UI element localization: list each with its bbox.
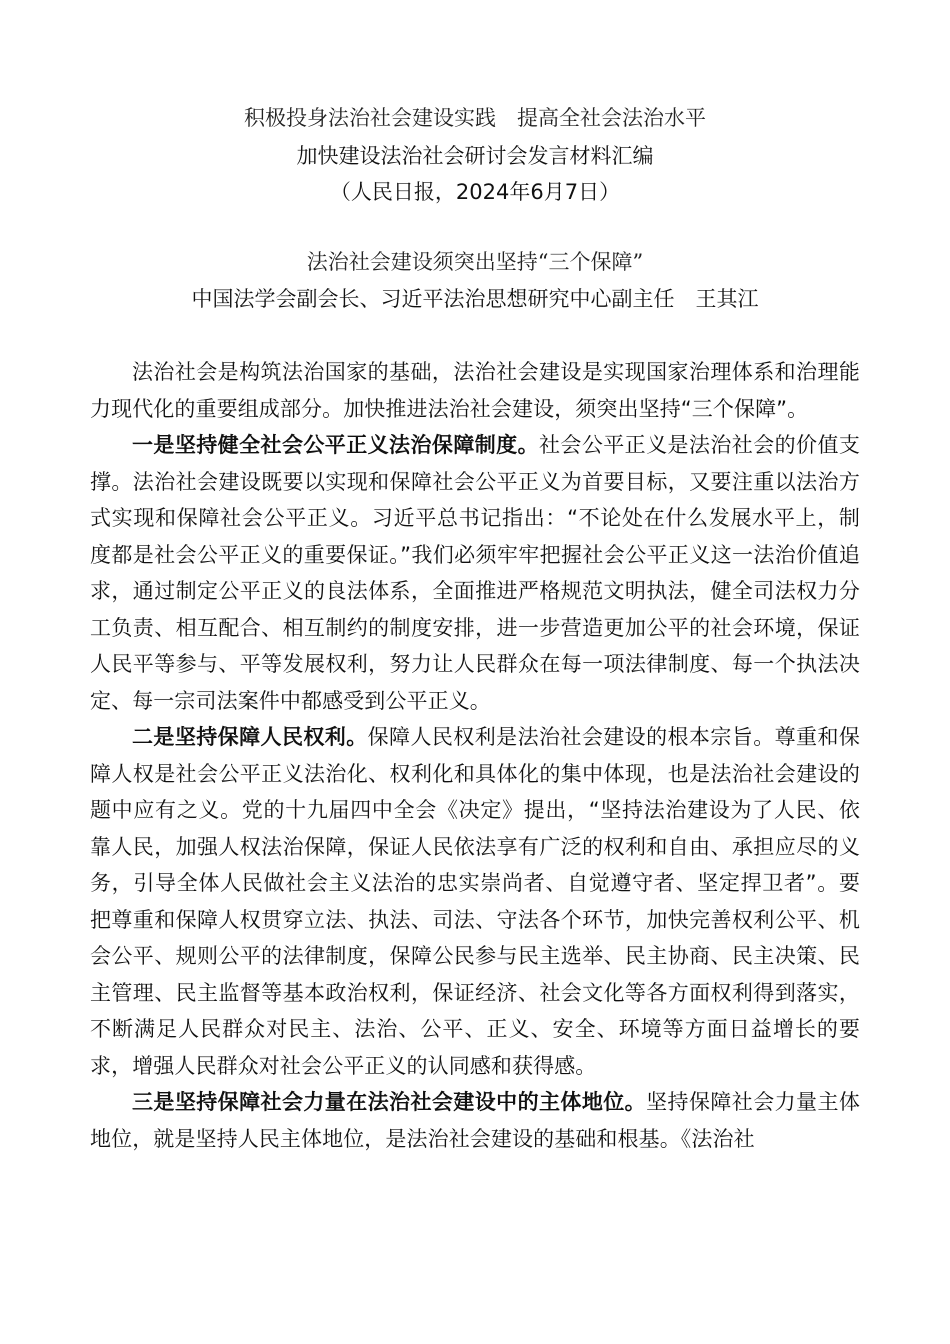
author-line: 中国法学会副会长、习近平法治思想研究中心副主任 王其江: [191, 287, 759, 311]
collection-title: 积极投身法治社会建设实践 提高全社会法治水平: [244, 106, 706, 130]
collection-subtitle: 加快建设法治社会研讨会发言材料汇编: [296, 144, 654, 168]
point-paragraph-1: [90, 427, 860, 719]
point-text-2: 保障人民权利是法治社会建设的根本宗旨。尊重和保障人权是社会公平正义法治化、权利化和具体化的集中体现，也是法治社会建设的题中应有之义。党的十九届四中全会《决定》提出，“坚持法治建设为了人民、依靠人民，加强人权法治保障，保证人民依法享有广泛的权利和自由、承担应尽的义务，引导全体人民做社会主义法治的忠实崇尚者、自觉遵守者、坚定捍卫者”。要把尊重和保障人权贯穿立法、执法、司法、守法各个环节，加快完善权利公平、机会公平、规则公平的法律制度，保障公民参与民主选举、民主协商、民主决策、民主管理、民主监督等基本政治权利，保证经济、社会文化等各方面权利得到落实，不断满足人民群众对民主、法治、公平、正义、安全、环境等方面日益增长的要求，增强人民群众对社会公平正义的认同感和获得感。: [90, 725, 860, 1078]
point-paragraph-3: [90, 1084, 860, 1157]
point-paragraph-2: [90, 719, 860, 1084]
point-text-3: 坚持保障社会力量主体地位，就是坚持人民主体地位，是法治社会建设的基础和根基。《法治社: [90, 1090, 860, 1151]
article-title: 法治社会建设须突出坚持“三个保障”: [306, 250, 644, 274]
point-lead-3: 三是坚持保障社会力量在法治社会建设中的主体地位。: [132, 1090, 647, 1114]
point-text-1: 社会公平正义是法治社会的价值支撑。法治社会建设既要以实现和保障社会公平正义为首要目标，又要注重以法治方式实现和保障社会公平正义。习近平总书记指出：“不论处在什么发展水平上，制度都是社会公平正义的重要保证。”我们必须牢牢把握社会公平正义这一法治价值追求，通过制定公平正义的良法体系，全面推进严格规范文明执法，健全司法权力分工负责、相互配合、相互制约的制度安排，进一步营造更加公平的社会环境，保证人民平等参与、平等发展权利，努力让人民群众在每一项法律制度、每一个执法决定、每一宗司法案件中都感受到公平正义。: [90, 433, 860, 713]
point-lead-1: 一是坚持健全社会公平正义法治保障制度。: [132, 433, 539, 457]
point-lead-2: 二是坚持保障人民权利。: [132, 725, 368, 749]
intro-paragraph: 法治社会是构筑法治国家的基础，法治社会建设是实现国家治理体系和治理能力现代化的重要组成部分。加快推进法治社会建设，须突出坚持“三个保障”。: [90, 360, 860, 421]
article-body: [90, 354, 860, 1157]
source-date-line: （人民日报，2024年6月7日）: [329, 180, 621, 204]
